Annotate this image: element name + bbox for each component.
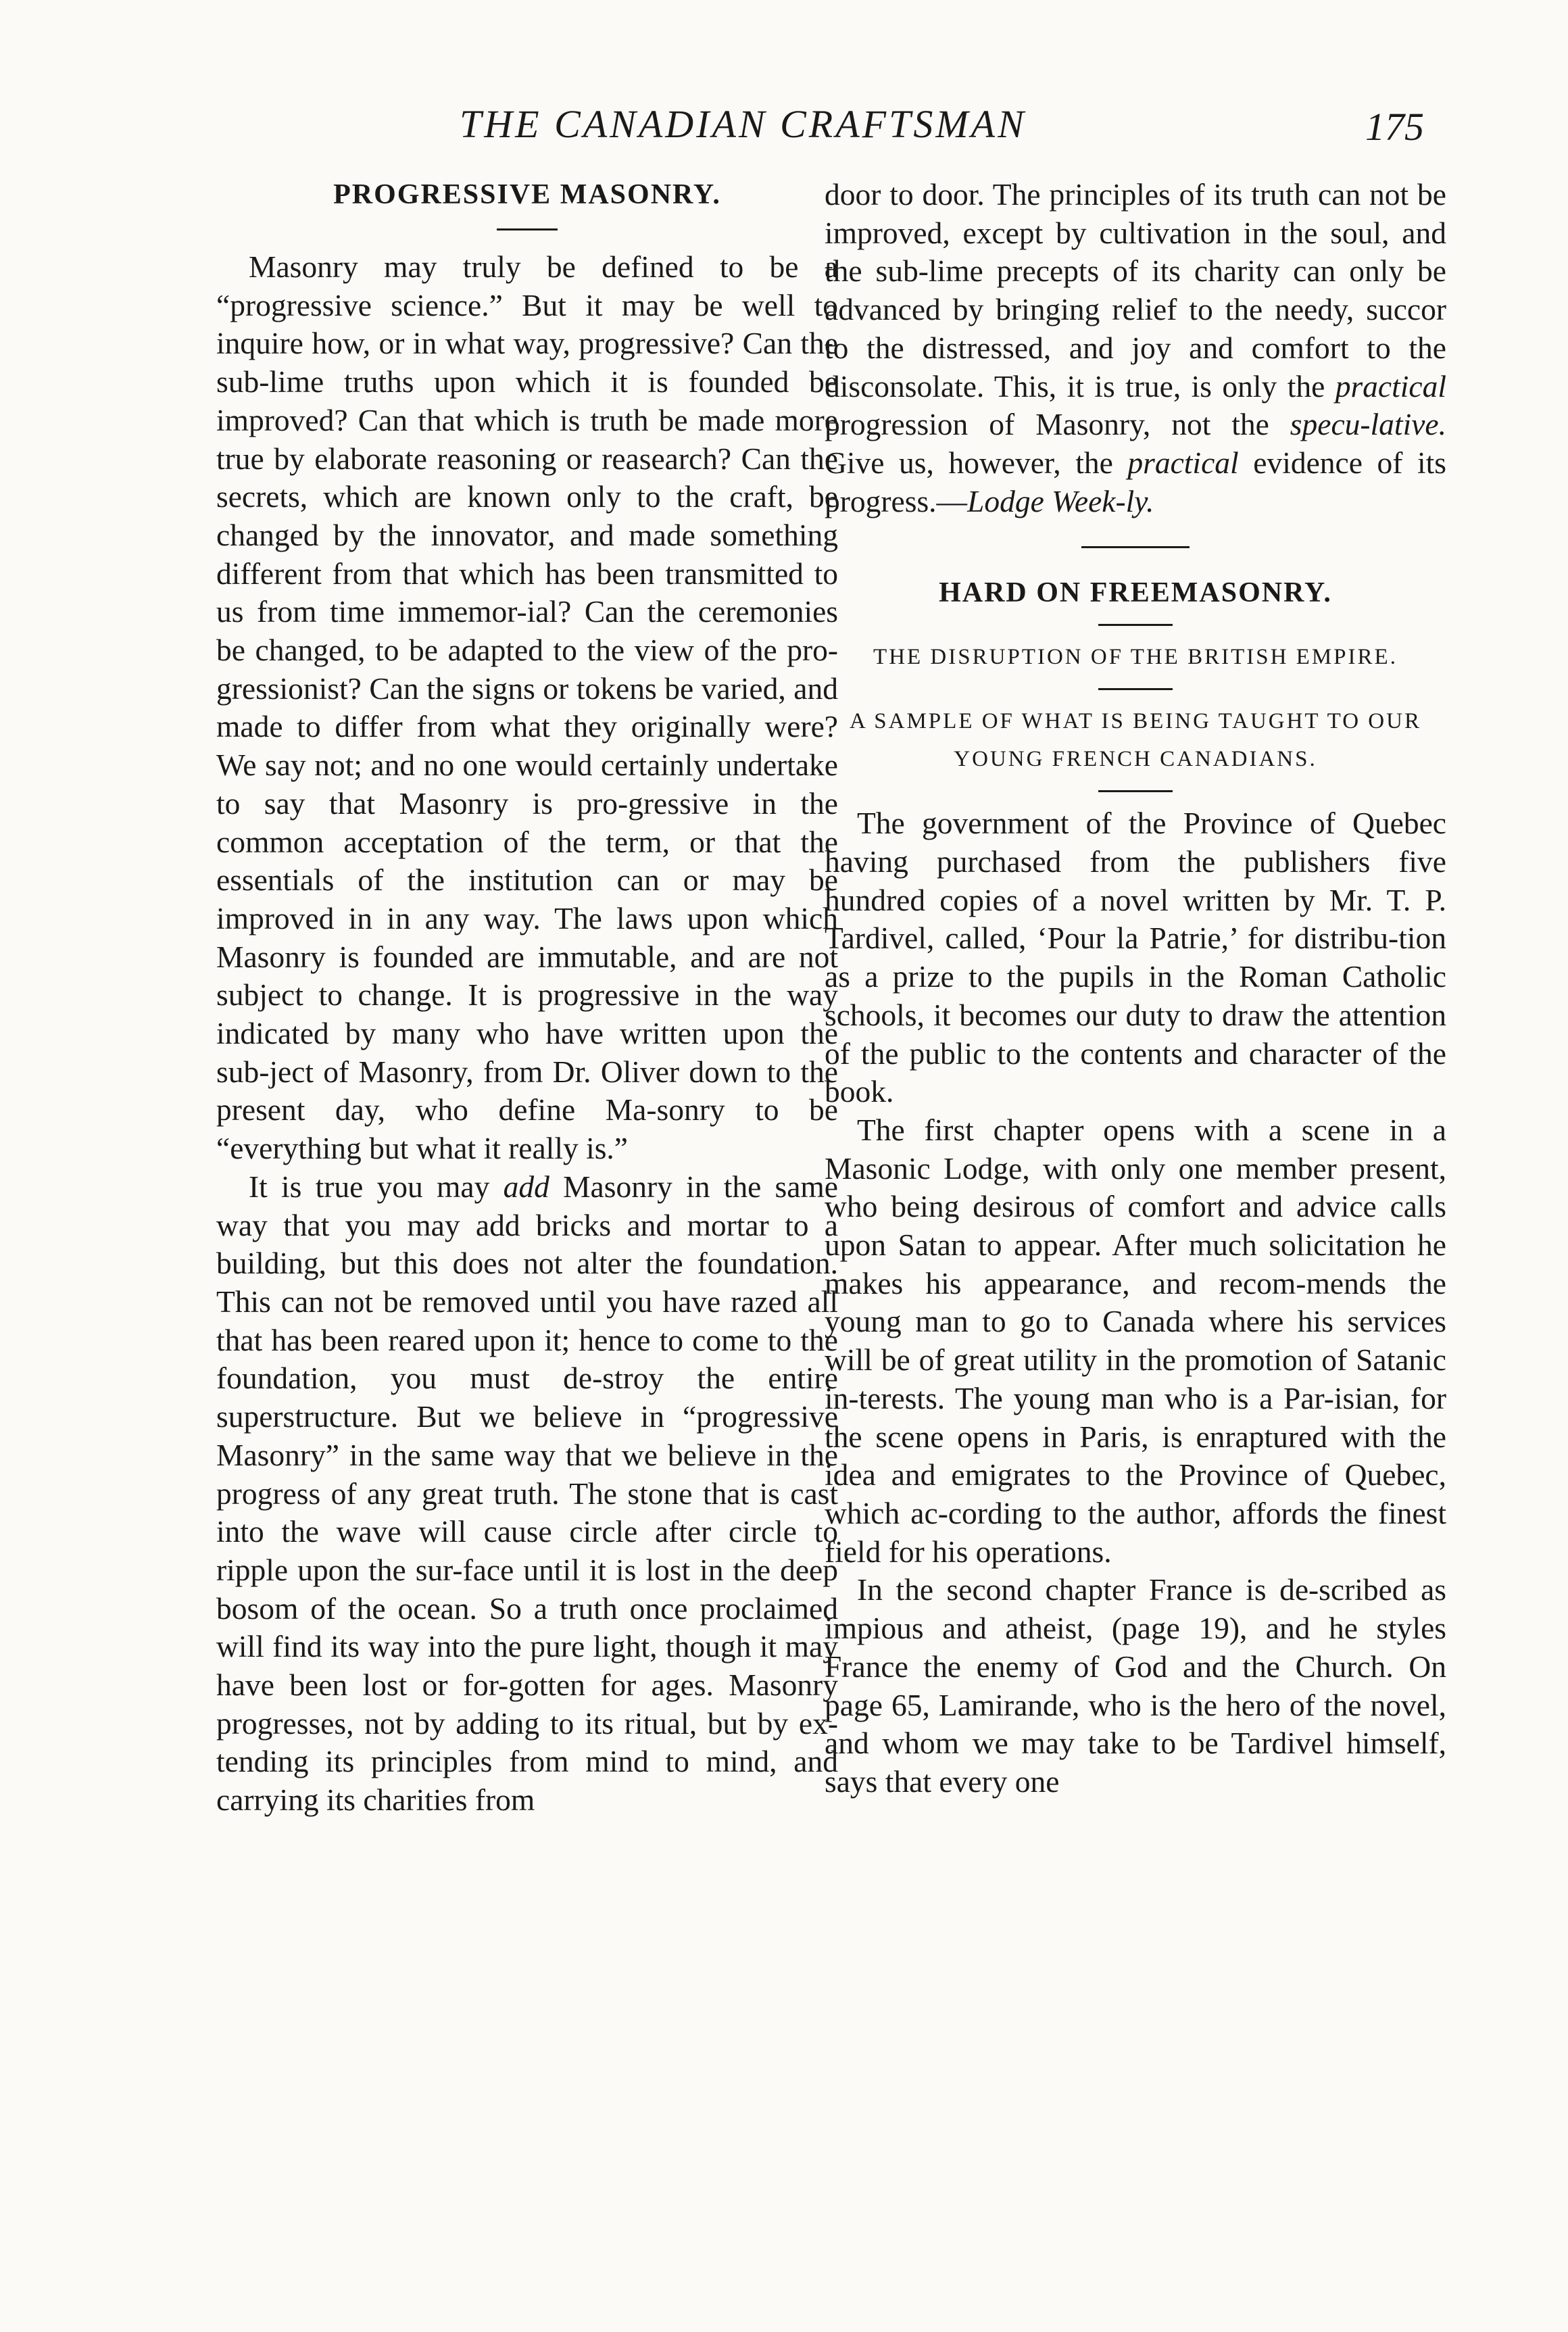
article1-paragraph-3-end: evidence of its progress.— [825,445,1446,518]
article1-paragraph-2 [216,1168,838,1820]
title-divider [497,228,558,230]
article1-paragraph-3-mid: progression of Masonry, not the [825,407,1290,442]
emphasis-speculative: specu-lative. [1290,407,1446,442]
subtitle-divider [1098,688,1173,690]
article1-paragraph-1: Masonry may truly be defined to be a “progressive science.” But it may be well to inquire how, or in what way, progressive? Can the sub-lime truths upon which it is founded be improved? Can that which is truth be made more true by elaborate reasoning or reasearch? Can the secrets, which are known only to the craft, be changed by the innovator, and made something different from that which has been transmitted to us from time immemor-ial? Can the ceremonies be changed, to be adapted to the view of the pro-gressionist? Can the signs or tokens be varied, and made to differ from what they originally were? We say not; and no one would certainly undertake to say that Masonry is pro-gressive in the common acceptation of the term, or that the essentials of the institution can or may be improved in in any way. The laws upon which Masonry is founded are immutable, and are not subject to change. It is progressive in the way indicated by many who have written upon the sub-ject of Masonry, from Dr. Oliver down to the present day, who define Ma-sonry to be “everything but what it really is.” [216,249,838,1166]
article2-paragraph-2: The first chapter opens with a scene in a Masonic Lodge, with only one member present, who being desirous of comfort and advice calls upon Satan to appear. After much solicitation he makes his appearance, and recom-mends the young man to go to Canada where his services will be of great utility in the promotion of Satanic in-terests. The young man who is a Par-isian, for the scene opens in Paris, is enraptured with the idea and emigrates to the Province of Quebec, which ac-cording to the author, affords the finest field for his operations. [825,1112,1446,1569]
source-citation: Lodge Week-ly. [967,483,1154,518]
title-divider [1098,624,1173,626]
subtitle-sample: A SAMPLE OF WHAT IS BEING TAUGHT TO OUR YOUNG FRENCH CANADIANS. [850,709,1421,772]
running-head [0,101,1568,155]
article2-paragraph-3: In the second chapter France is de-scribed as impious and atheist, (page 19), and he styles France the enemy of God and the Church. On page 65, Lamirande, who is the hero of the novel, and whom we may take to be Tardivel himself, says that every one [825,1572,1446,1799]
article-title-progressive-masonry: PROGRESSIVE MASONRY. [333,179,721,210]
subtitle-disruption: THE DISRUPTION OF THE BRITISH EMPIRE. [873,645,1398,670]
article1-paragraph-3 [825,176,1446,520]
left-column [216,176,838,1820]
emphasis-practical-2: practical [1127,445,1239,480]
running-title: THE CANADIAN CRAFTSMAN [460,102,1027,146]
subtitle-divider [1098,790,1173,792]
article-title-hard-on-freemasonry: HARD ON FREEMASONRY. [939,577,1332,609]
article-divider [1081,546,1190,548]
article1-paragraph-2-start: It is true you may [249,1169,504,1204]
article1-paragraph-3-start: door to door. The principles of its truth can not be improved, except by cultivation in the soul, and the sub-lime precepts of its charity can only be advanced by bringing relief to the needy, succor to the distressed, and joy and comfort to the disconsolate. This, it is true, is only the [825,177,1446,404]
page-number: 175 [1365,105,1424,149]
right-column [825,176,1446,1801]
article2-paragraph-1: The government of the Province of Quebec having purchased from the publishers five hundred copies of a novel written by Mr. T. P. Tardivel, called, ‘Pour la Patrie,’ for distribu-tion as a prize to the pupils in the Roman Catholic schools, it becomes our duty to draw the attention of the public to the contents and character of the book. [825,806,1446,1109]
emphasis-add: add [503,1169,549,1204]
article1-paragraph-2-rest: Masonry in the same way that you may add bricks and mortar to a building, but this does not alter the foundation. This can not be removed until you have razed all that has been reared upon it; hence to come to the foundation, you must de-stroy the entire superstructure. But we believe in “progressive Masonry” in the same way that we believe in the progress of any great truth. The stone that is cast into the wave will cause circle after circle to ripple upon the sur-face until it is lost in the deep bosom of the ocean. So a truth once proclaimed will find its way into the pure light, though it may have been lost or for-gotten for ages. Masonry progresses, not by adding to its ritual, but by ex-tending its principles from mind to mind, and carrying its charities from [216,1169,838,1818]
article1-paragraph-3-mid2: Give us, however, the [825,445,1128,480]
emphasis-practical-1: practical [1335,368,1446,404]
